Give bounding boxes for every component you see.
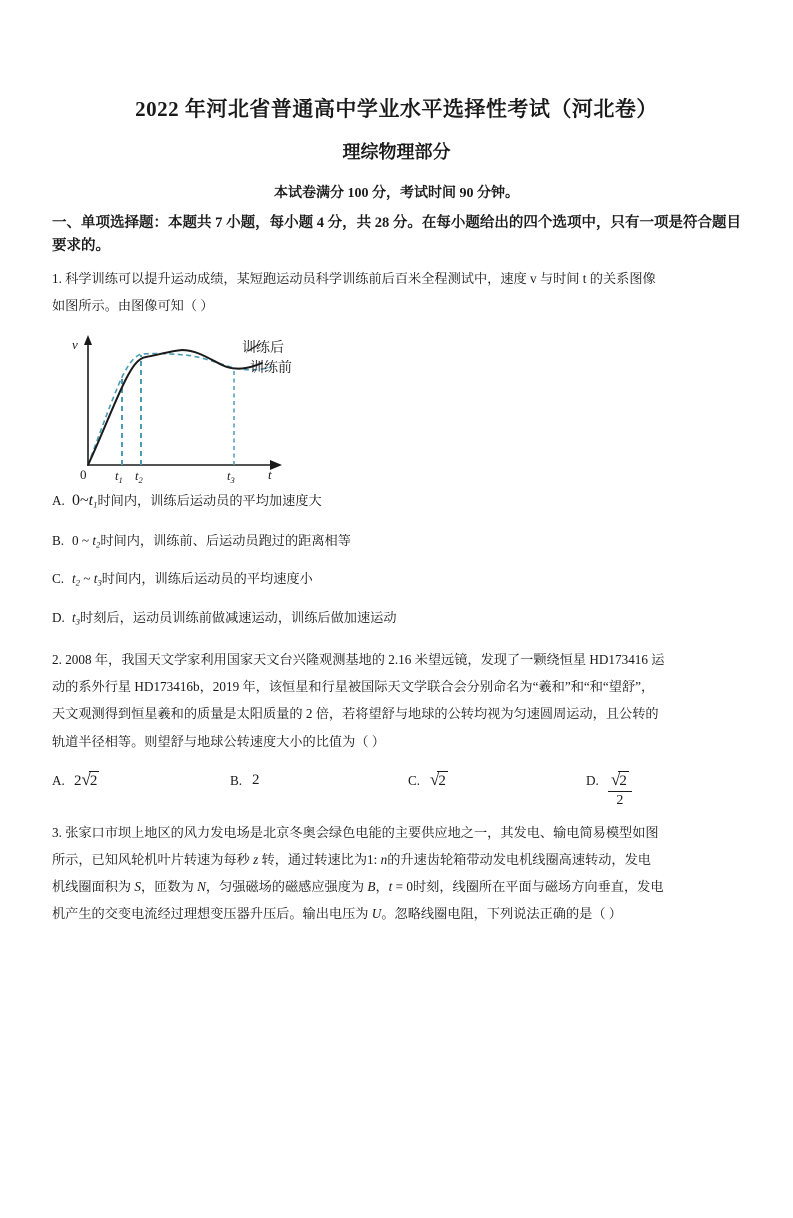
option-2-A-letter: A. xyxy=(52,772,65,788)
curve-after-training xyxy=(88,350,262,465)
option-1-D-letter: D. xyxy=(52,609,65,625)
velocity-time-graph xyxy=(62,327,362,485)
question-3-stem-line3-a: 机线圈面积为 xyxy=(52,878,135,894)
y-axis-label: v xyxy=(72,336,78,352)
question-2-stem-line4: 轨道半径相等。则望舒与地球公转速度大小的比值为（ ） xyxy=(52,733,385,749)
option-1-C-body xyxy=(72,569,313,590)
option-2-C[interactable] xyxy=(408,769,586,790)
question-3-stem-line3-b: ，匝数为 xyxy=(141,878,198,894)
option-1-B-symbol: t xyxy=(92,532,96,548)
option-1-C-symbol-2: t xyxy=(93,571,98,587)
option-2-C-radicand: 2 xyxy=(438,772,446,789)
option-1-B-text: 时间内，训练前、后运动员跑过的距离相等 xyxy=(100,532,351,548)
option-2-B-value: 2 xyxy=(252,771,260,788)
x-axis-arrow xyxy=(270,460,282,470)
option-1-A-text: 时间内，训练后运动员的平均加速度大 xyxy=(97,492,322,508)
option-1-A-letter: A. xyxy=(52,492,65,508)
option-1-A-subscript: 1 xyxy=(93,499,98,510)
page-title: 2022 年河北省普通高中学业水平选择性考试（河北卷） xyxy=(135,97,658,121)
option-2-D[interactable] xyxy=(586,769,726,809)
option-1-A-body xyxy=(72,489,322,513)
option-1-D[interactable] xyxy=(52,608,741,629)
option-2-A[interactable] xyxy=(52,769,230,790)
option-2-D-denominator: 2 xyxy=(608,791,632,809)
question-2-options xyxy=(52,769,741,809)
question-3-symbol-N: N xyxy=(197,878,206,894)
option-1-B-letter: B. xyxy=(52,532,65,548)
question-1-figure xyxy=(62,327,362,485)
question-3-symbol-B: B xyxy=(367,878,376,894)
question-3-symbol-t: t xyxy=(388,878,393,894)
option-2-D-letter: D. xyxy=(586,772,599,788)
option-1-D-text: 时刻后，运动员训练前做减速运动，训练后做加速运动 xyxy=(80,609,397,625)
option-2-D-numerator-radicand: 2 xyxy=(619,772,627,789)
option-2-C-value xyxy=(430,769,448,790)
question-3-stem-line4-a: 机产生的交变电流经过理想变压器升压后。输出电压为 xyxy=(52,906,372,922)
section-heading: 一、单项选择题：本题共 7 小题，每小题 4 分，共 28 分。在每小题给出的四个选项中，只有一项是符合题目要求的。 xyxy=(52,214,741,255)
option-1-D-body xyxy=(72,608,397,629)
question-3-ratio: 1: xyxy=(367,851,381,867)
option-2-B-letter: B. xyxy=(230,772,243,788)
option-1-B-prefix: 0 xyxy=(72,532,79,548)
x-axis-label: t xyxy=(268,466,272,482)
question-1-stem xyxy=(52,265,741,319)
option-1-A-tilde: ~ xyxy=(80,491,89,509)
option-2-A-coefficient: 2 xyxy=(74,772,82,789)
option-1-C-symbol-1: t xyxy=(72,571,76,587)
option-1-B[interactable] xyxy=(52,531,741,552)
question-3-symbol-S: S xyxy=(134,878,142,894)
question-3-symbol-U: U xyxy=(371,906,382,922)
question-3-stem-line3-c: ，匀强磁场的磁感应强度为 xyxy=(205,878,368,894)
option-2-C-letter: C. xyxy=(408,772,421,788)
question-2-stem-line1: 2008 年，我国天文学家利用国家天文台兴隆观测基地的 2.16 米望远镜，发现了一颗绕恒星 HD173416 运 xyxy=(65,652,665,668)
curve-before-training xyxy=(88,353,272,464)
tick-label-t2: $t_2$ xyxy=(135,468,143,485)
question-1-stem-line2: 如图所示。由图像可知（ ） xyxy=(52,297,214,313)
question-2-stem-line2: 动的系外行星 HD173416b，2019 年，该恒星和行星被国际天文学联合会分别命名为“羲和”和“和“望舒”， xyxy=(52,679,655,695)
option-2-A-radicand: 2 xyxy=(89,772,98,789)
exam-info-note: 本试卷满分 100 分，考试时间 90 分钟。 xyxy=(274,185,519,201)
question-3-stem-line2-a: 所示，已知风轮机叶片转速为每秒 xyxy=(52,851,254,867)
option-1-C-subscript-2: 3 xyxy=(97,577,102,588)
option-1-A-symbol: t xyxy=(88,491,94,509)
radical-sign-icon: √ xyxy=(611,769,621,789)
option-1-C-tilde: ~ xyxy=(80,571,94,587)
question-3-number: 3. xyxy=(52,824,62,840)
option-1-D-symbol: t xyxy=(72,609,76,625)
question-3-stem-line3-e: 时刻，线圈所在平面与磁场方向垂直，发电 xyxy=(412,878,664,894)
question-3-equation-t0: = 0 xyxy=(392,878,413,894)
option-1-C-text: 时间内，训练后运动员的平均速度小 xyxy=(101,571,313,587)
option-1-A[interactable] xyxy=(52,489,741,513)
option-2-D-value xyxy=(608,769,632,809)
question-2-number: 2. xyxy=(52,652,62,668)
option-1-A-prefix: 0 xyxy=(72,491,80,509)
question-3-stem xyxy=(52,819,741,927)
question-1-number: 1. xyxy=(52,270,62,286)
question-1-options xyxy=(52,489,741,629)
question-3-stem-line2-b: 转，通过转速比为 xyxy=(258,851,368,867)
question-3-stem-line1: 张家口市坝上地区的风力发电场是北京冬奥会绿色电能的主要供应地之一，其发电、输电简易模型如图 xyxy=(65,824,659,840)
option-2-D-numerator xyxy=(608,769,632,791)
option-1-B-tilde: ~ xyxy=(78,532,93,548)
curve-label-after-training: 训练后 xyxy=(242,340,284,356)
y-axis-arrow xyxy=(84,335,92,345)
question-2-stem xyxy=(52,646,741,754)
radical-sign-icon: √ xyxy=(81,769,91,789)
question-2-stem-line3: 天文观测得到恒星羲和的质量是太阳质量的 2 倍，若将望舒与地球的公转均视为匀速圆周运动，且公转的 xyxy=(52,706,659,722)
question-1-stem-line1: 科学训练可以提升运动成绩，某短跑运动员科学训练前后百米全程测试中，速度 v 与时间 t 的关系图像 xyxy=(65,270,656,286)
option-1-C-letter: C. xyxy=(52,571,65,587)
option-1-D-subscript: 3 xyxy=(75,616,81,627)
option-1-B-body xyxy=(72,531,351,552)
tick-label-t1: $t_1$ xyxy=(115,468,123,485)
page-subtitle: 理综物理部分 xyxy=(342,142,451,163)
question-3-stem-line2-c: 的升速齿轮箱带动发电机线圈高速转动，发电 xyxy=(387,851,651,867)
origin-label: 0 xyxy=(80,466,87,482)
option-1-C-subscript-1: 2 xyxy=(75,577,81,588)
question-3-stem-line3-d: ， xyxy=(375,878,389,894)
question-3-stem-line4-b: 。忽略线圈电阻，下列说法正确的是（ ） xyxy=(381,906,622,922)
option-1-C[interactable] xyxy=(52,569,741,590)
curve-label-before-training: 训练前 xyxy=(250,360,292,376)
question-3-symbol-z: z xyxy=(253,851,259,867)
question-3-symbol-n: n xyxy=(380,851,388,867)
option-2-B[interactable] xyxy=(230,769,408,789)
exam-page xyxy=(0,96,793,1218)
radical-sign-icon: √ xyxy=(430,769,440,789)
tick-label-t3: $t_3$ xyxy=(227,468,235,485)
option-2-A-value xyxy=(74,769,99,790)
option-1-B-subscript: 2 xyxy=(96,539,101,550)
